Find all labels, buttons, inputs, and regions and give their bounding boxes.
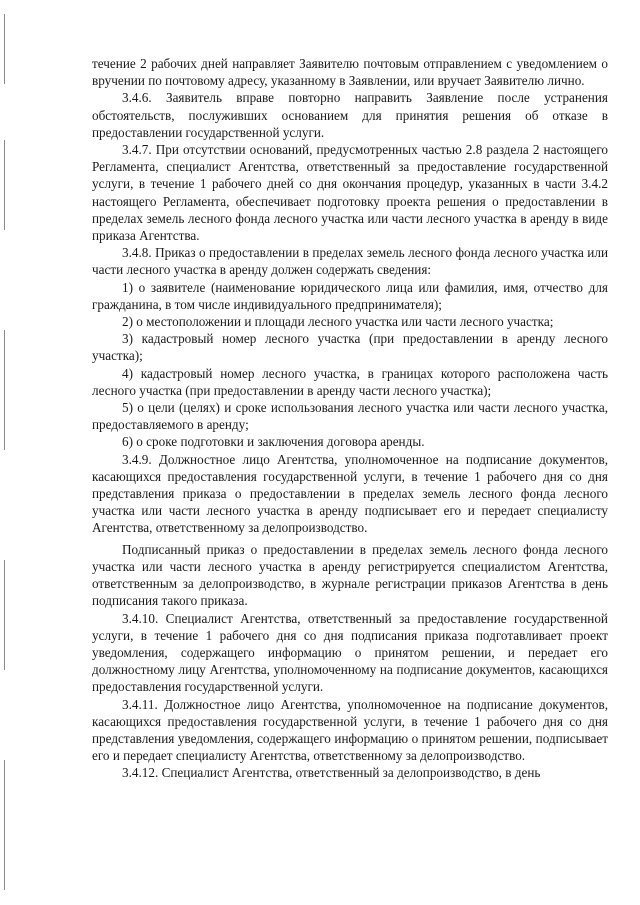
paragraph-3-4-7: 3.4.7. При отсутствии оснований, предусмотренных частью 2.8 раздела 2 настоящего Регламента, специалист Агентства, ответственный за предоставление государственной услуги, в течение 1 рабочего дней со дня окончания процедур, указанных в части 3.4.2 настоящего Регламента, обеспечивает подготовку проекта решения о предоставлении в пределах земель лесного фонда лесного участка или части лесного участка в аренду в виде приказа Агентства. [92, 142, 608, 244]
list-item-1: 1) о заявителе (наименование юридического лица или фамилия, имя, отчество для гражданина, в том числе индивидуального предпринимателя); [92, 279, 608, 312]
paragraph-continuation: течение 2 рабочих дней направляет Заявителю почтовым отправлением с уведомлением о вручении по почтовому адресу, указанному в Заявлении, или вручает Заявителю лично. [92, 56, 608, 89]
list-item-5: 5) о цели (целях) и сроке использования лесного участка или части лесного участка, предоставляемого в аренду; [92, 400, 608, 433]
scan-edge-mark [4, 760, 5, 890]
list-item-4: 4) кадастровый номер лесного участка, в границах которого расположена часть лесного участка (при предоставлении в аренду части лесного участка); [92, 365, 608, 398]
paragraph-3-4-6: 3.4.6. Заявитель вправе повторно направить Заявление после устранения обстоятельств, послуживших основанием для принятия решения об отказе в предоставлении государственной услуги. [92, 90, 608, 140]
scan-edge-mark [4, 14, 5, 84]
paragraph-3-4-9: 3.4.9. Должностное лицо Агентства, уполномоченное на подписание документов, касающихся предоставления государственной услуги, в течение 1 рабочего дня со дня представления приказа о предоставлении в пределах земель лесного фонда лесного участка или части лесного участка в аренду подписывает его и передает специалисту Агентства, ответственному за делопроизводство. [92, 451, 608, 536]
list-item-2: 2) о местоположении и площади лесного участка или части лесного участка; [122, 314, 554, 330]
document-body [92, 55, 608, 782]
list-item-6: 6) о сроке подготовки и заключения договора аренды. [122, 434, 425, 450]
paragraph-3-4-12: 3.4.12. Специалист Агентства, ответственный за делопроизводство, в день [122, 765, 541, 781]
scan-edge-mark [4, 330, 5, 450]
paragraph-3-4-10: 3.4.10. Специалист Агентства, ответственный за предоставление государственной услуги, в течение 1 рабочего дня со дня подписания приказа подготавливает проект уведомления, содержащего информацию о принятом решении, и передает его должностному лицу Агентства, уполномоченному на подписание документов, касающихся предоставления государственной услуги. [92, 610, 608, 695]
scan-edge-mark [4, 140, 5, 230]
paragraph-signed-order: Подписанный приказ о предоставлении в пределах земель лесного фонда лесного участка или части лесного участка в аренду регистрируется специалистом Агентства, ответственным за делопроизводство, в журнале регистрации приказов Агентства в день подписания такого приказа. [92, 541, 608, 609]
list-item-3: 3) кадастровый номер лесного участка (при предоставлении в аренду лесного участка); [92, 331, 608, 364]
scan-edge-mark [4, 560, 5, 670]
paragraph-3-4-11: 3.4.11. Должностное лицо Агентства, уполномоченное на подписание документов, касающихся предоставления государственной услуги, в течение 1 рабочего дня со дня представления уведомления, содержащего информацию о принятом решении, подписывает его и передает специалисту Агентства, ответственному за делопроизводство. [92, 696, 608, 764]
paragraph-3-4-8: 3.4.8. Приказ о предоставлении в пределах земель лесного фонда лесного участка или части лесного участка в аренду должен содержать сведения: [92, 245, 608, 278]
